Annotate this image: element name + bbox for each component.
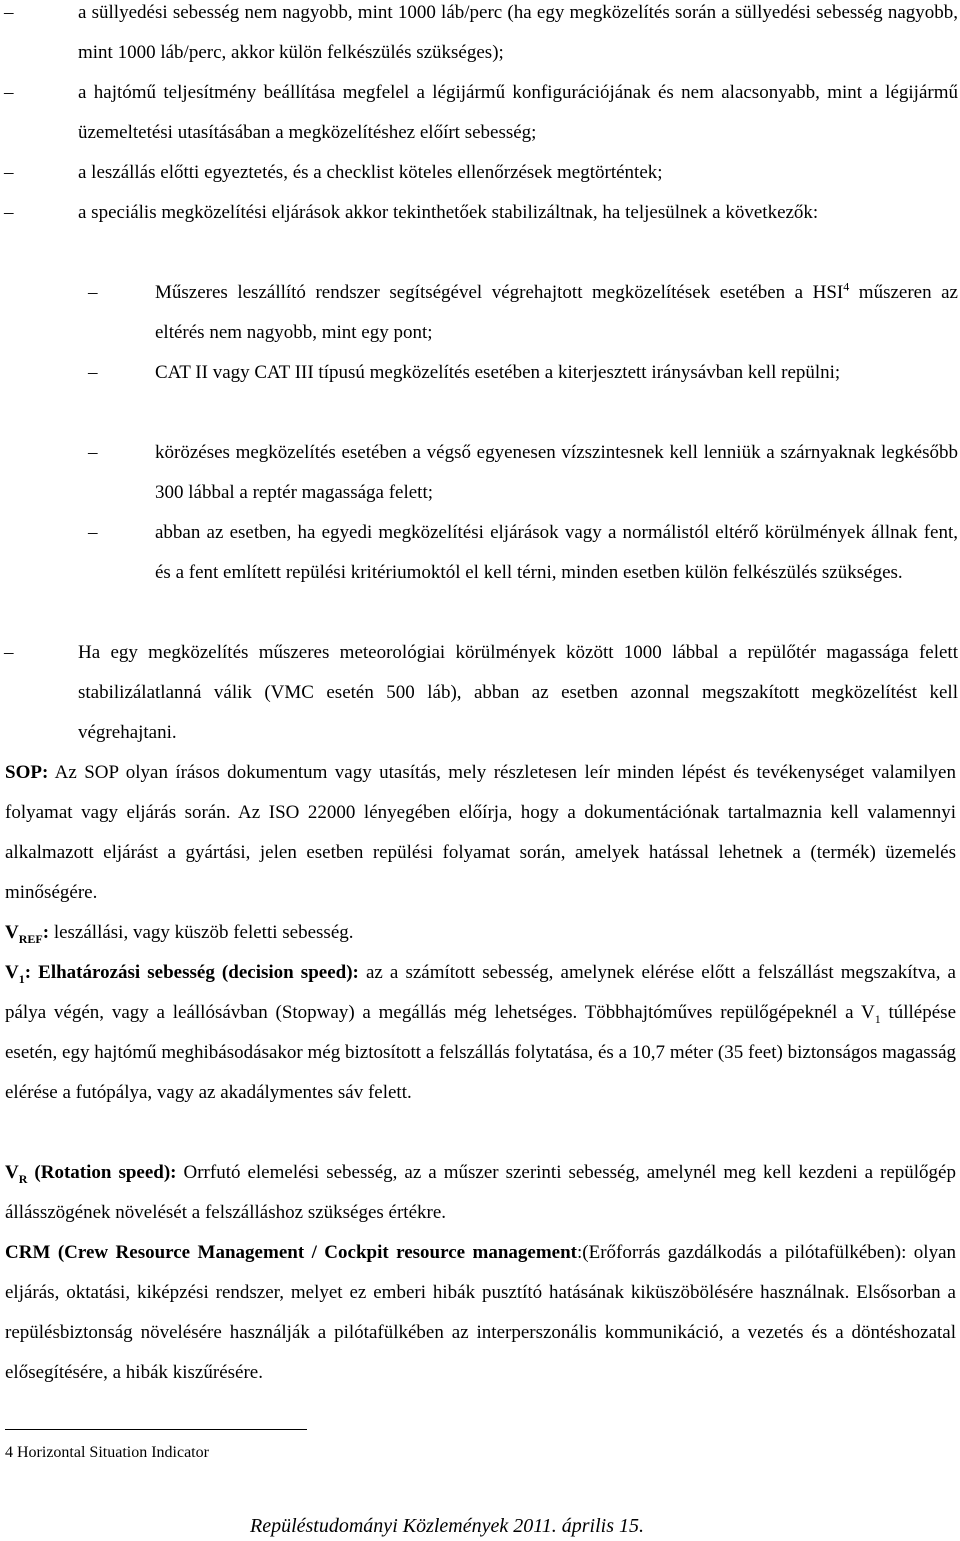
dash-bullet: – [4,82,14,103]
dash-bullet: – [88,522,98,543]
sub-list-item [0,353,958,393]
list-item-text: Ha egy megközelítés műszeres meteorológiai körülmények között 1000 lábbal a repülőtér magassága felett stabilizálatlanná válik (VMC esetén 500 láb), abban az esetben azonnal megszakított megközelítést kell végrehajtani. [78,642,958,743]
dash-bullet: – [4,642,14,663]
dash-bullet: – [4,202,14,223]
footnote: 4 Horizontal Situation Indicator [5,1444,209,1461]
sub-list-item [0,513,958,593]
dash-bullet: – [4,162,14,183]
list-item [0,0,958,73]
sub-list-item-text: Műszeres leszállító rendszer segítségével végrehajtott megközelítések esetében a HSI$^4$ műszeren az eltérés nem nagyobb, mint egy pont; [155,279,958,343]
footnote-divider [5,1429,307,1430]
list-item [0,633,958,753]
dash-bullet: – [4,2,14,23]
list-item-text: a leszállás előtti egyeztetés, és a checklist köteles ellenőrzések megtörténtek; [78,162,663,183]
dash-bullet: – [88,282,98,303]
list-item-text: a süllyedési sebesség nem nagyobb, mint 1000 láb/perc (ha egy megközelítés során a süllyedési sebesség nagyobb, mint 1000 láb/perc, akkor külön felkészülés szükséges); [78,2,958,63]
definition-vr: $V_R$ (Rotation speed): Orrfutó elemelési sebesség, az a műszer szerinti sebesség, amelynél meg kell kezdeni a repülőgép állásszögének növelését a felszálláshoz szükséges értékre. [5,1162,956,1223]
list-item-text: a speciális megközelítési eljárások akkor tekinthetőek stabilizáltnak, ha teljesülnek a következők: [78,202,819,223]
dash-bullet: – [88,362,98,383]
term: SOP: [5,762,49,783]
definition-sop: SOP: Az SOP olyan írásos dokumentum vagy utasítás, mely részletesen leír minden lépést és tevékenységet valamilyen folyamat vagy eljárás során. Az ISO 22000 lényegében előírja, hogy a dokumentációnak tartalmaznia kell valamennyi alkalmazott eljárást a gyártási, jelen esetben repülési folyamat során, amelyek hatással lehetnek a (termék) üzemelés minőségére. [5,762,956,903]
sub-list-item-text: CAT II vagy CAT III típusú megközelítés esetében a kiterjesztett iránysávban kell repülni; [155,362,841,383]
sub-list-item [0,273,958,353]
term: $V_{REF}$: [5,922,50,946]
sub-list-item-text: körözéses megközelítés esetében a végső egyenesen vízszintesnek kell lenniük a szárnyaknak legkésőbb 300 lábbal a reptér magassága felett; [155,442,958,503]
list-item [0,73,958,153]
sub-list-item [0,433,958,513]
sub-list-item-text: abban az esetben, ha egyedi megközelítési eljárások vagy a normálistól eltérő körülmények állnak fent, és a fent említett repülési kritériumoktól el kell térni, minden esetben külön felkészülés szükséges. [155,522,958,583]
definition-crm: CRM (Crew Resource Management / Cockpit resource management:(Erőforrás gazdálkodás a pilótafülkében): olyan eljárás, oktatási, kiképzési rendszer, melyet ez emberi hibák pusztító hatásának kiküszöbölésére használnak. Elsősorban a repülésbiztonság növelésére használják a pilótafülkében az interperszonális kommunikáció, a vezetés és a döntéshozatal elősegítésére, a hibák kiszűrésére. [5,1242,957,1383]
list-item-text: a hajtómű teljesítmény beállítása megfelel a légijármű konfigurációjának és nem alacsonyabb, mint a légijármű üzemeltetési utasításában a megközelítéshez előírt sebesség; [78,82,958,143]
footnote-ref[interactable]: 4 [843,279,850,294]
page-footer: Repüléstudományi Közlemények 2011. április 15. [250,1515,645,1537]
list-item [0,193,958,233]
definition-vref: $V_{REF}$: leszállási, vagy küszöb feletti sebesség. [5,922,354,946]
term: $V_1$: Elhatározási sebesség (decision speed): [5,962,359,986]
definition-v1: $V_1$: Elhatározási sebesség (decision speed): az a számított sebesség, amelynek elérése előtt a felszállást megszakítva, a pálya végén, vagy a leállósávban (Stopway) a megállás még lehetséges. Többhajtóműves repülőgépeknél a $V_1$ túllépése esetén, egy hajtómű meghibásodásakor még biztosított a felszállás folytatása, és a 10,7 méter (35 feet) biztonságos magasság elérése a futópálya, vagy az akadálymentes sáv felett. [5,962,956,1103]
dash-bullet: – [88,442,98,463]
term: CRM (Crew Resource Management / Cockpit resource management [5,1242,577,1263]
term: $V_R$ (Rotation speed): [5,1162,177,1186]
list-item [0,153,958,193]
